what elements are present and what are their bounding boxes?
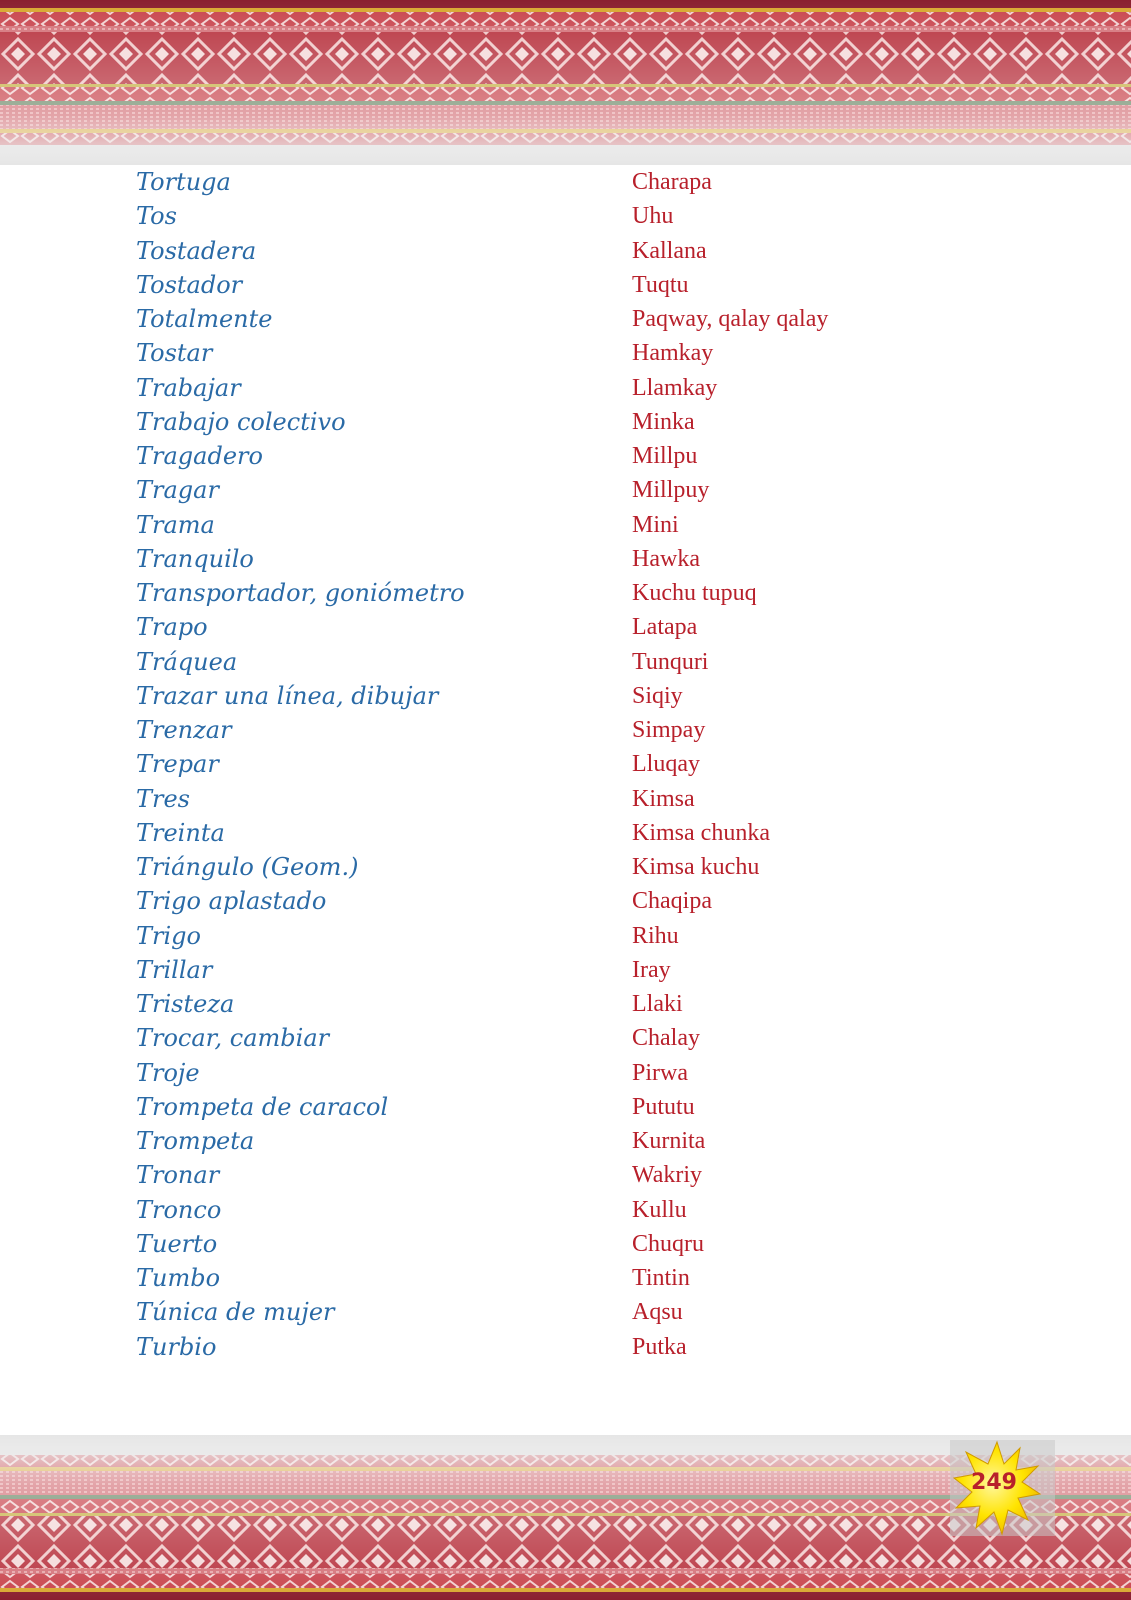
top-textile-band [0,0,1131,165]
spanish-term: Trepar [136,750,219,779]
dictionary-entry [0,784,1131,818]
quechua-translation: Pututu [632,1093,695,1120]
dictionary-entry [0,612,1131,646]
spanish-term: Trapo [136,613,208,642]
dictionary-entry [0,407,1131,441]
quechua-translation: Millpuy [632,477,710,504]
spanish-term: Tostar [136,339,213,368]
dictionary-entry [0,201,1131,235]
dictionary-entry [0,1297,1131,1331]
quechua-translation: Uhu [632,203,674,230]
dictionary-entry [0,647,1131,681]
quechua-translation: Lluqay [632,751,700,778]
spanish-term: Tristeza [136,990,235,1018]
quechua-translation: Siqiy [632,682,683,709]
dictionary-entry [0,921,1131,955]
spanish-term: Túnica de mujer [136,1298,335,1327]
spanish-term: Trama [136,510,215,539]
spanish-term: Tostadera [136,236,257,265]
spanish-term: Trabajo colectivo [136,407,346,436]
spanish-term: Trabajar [136,373,241,402]
spanish-term: Tragar [136,476,219,505]
quechua-translation: Wakriy [632,1162,703,1189]
dictionary-entry [0,989,1131,1023]
spanish-term: Tos [136,202,177,231]
dictionary-entry [0,1229,1131,1263]
quechua-translation: Mini [632,511,679,538]
quechua-translation: Pirwa [632,1059,688,1086]
spanish-term: Trillar [136,955,213,984]
dictionary-entry [0,1195,1131,1229]
quechua-translation: Millpu [632,443,698,469]
dictionary-entry [0,715,1131,749]
quechua-translation: Latapa [632,614,698,641]
spanish-term: Tuerto [136,1229,218,1258]
spanish-term: Trompeta de caracol [136,1092,389,1121]
quechua-translation: Putka [632,1333,687,1360]
spanish-term: Tres [136,784,190,813]
dictionary-entry [0,1263,1131,1297]
quechua-translation: Kurnita [632,1128,706,1154]
quechua-translation: Chuqru [632,1230,704,1257]
page-number: 249 [971,1470,1017,1495]
quechua-translation: Iray [632,956,671,983]
quechua-translation: Tuqtu [632,271,689,298]
quechua-translation: Kullu [632,1196,687,1223]
spanish-term: Trazar una línea, dibujar [136,681,439,710]
dictionary-entry [0,270,1131,304]
dictionary-entry [0,1332,1131,1366]
quechua-translation: Kimsa chunka [632,819,770,846]
dictionary-entry [0,304,1131,338]
quechua-translation: Hawka [632,545,700,572]
spanish-term: Tumbo [136,1264,221,1292]
spanish-term: Totalmente [136,305,273,333]
dictionary-entry [0,578,1131,612]
dictionary-entry [0,1058,1131,1092]
quechua-translation: Chaqipa [632,888,712,915]
quechua-translation: Rihu [632,922,679,949]
spanish-term: Turbio [136,1332,217,1361]
quechua-translation: Minka [632,408,695,435]
dictionary-entry [0,441,1131,475]
spanish-term: Tostador [136,270,243,299]
quechua-translation: Kimsa kuchu [632,854,760,880]
quechua-translation: Llaki [632,991,683,1017]
dictionary-entry [0,1092,1131,1126]
spanish-term: Triángulo (Geom.) [136,853,359,881]
dictionary-entry [0,167,1131,201]
page-number-badge [950,1440,1055,1540]
quechua-translation: Chalay [632,1025,700,1052]
quechua-translation: Kuchu tupuq [632,580,757,606]
quechua-translation: Aqsu [632,1299,683,1326]
dictionary-entry [0,475,1131,509]
spanish-term: Tráquea [136,647,238,676]
spanish-term: Trenzar [136,716,232,744]
spanish-term: Tranquilo [136,544,254,573]
dictionary-entry [0,852,1131,886]
dictionary-entry [0,338,1131,372]
spanish-term: Tronco [136,1195,222,1224]
spanish-term: Treinta [136,818,225,847]
dictionary-entry [0,510,1131,544]
spanish-term: Trompeta [136,1127,255,1155]
dictionary-entry [0,1023,1131,1057]
quechua-translation: Tintin [632,1265,690,1291]
quechua-translation: Paqway, qalay qalay [632,306,829,332]
spanish-term: Trigo aplastado [136,887,327,916]
quechua-translation: Simpay [632,717,706,743]
spanish-term: Trocar, cambiar [136,1024,330,1053]
quechua-translation: Hamkay [632,340,714,367]
dictionary-list [0,167,1131,1366]
dictionary-entry [0,236,1131,270]
spanish-term: Troje [136,1058,200,1087]
spanish-term: Tortuga [136,168,231,196]
quechua-translation: Llamkay [632,374,718,401]
dictionary-entry [0,681,1131,715]
dictionary-entry [0,749,1131,783]
dictionary-entry [0,544,1131,578]
dictionary-entry [0,886,1131,920]
quechua-translation: Kallana [632,237,707,264]
dictionary-entry [0,1160,1131,1194]
spanish-term: Transportador, goniómetro [136,579,465,607]
spanish-term: Tronar [136,1161,220,1190]
quechua-translation: Tunquri [632,648,709,675]
dictionary-entry [0,1126,1131,1160]
dictionary-entry [0,373,1131,407]
dictionary-entry [0,955,1131,989]
quechua-translation: Charapa [632,169,712,195]
spanish-term: Trigo [136,921,201,950]
dictionary-entry [0,818,1131,852]
spanish-term: Tragadero [136,442,263,470]
quechua-translation: Kimsa [632,785,695,812]
